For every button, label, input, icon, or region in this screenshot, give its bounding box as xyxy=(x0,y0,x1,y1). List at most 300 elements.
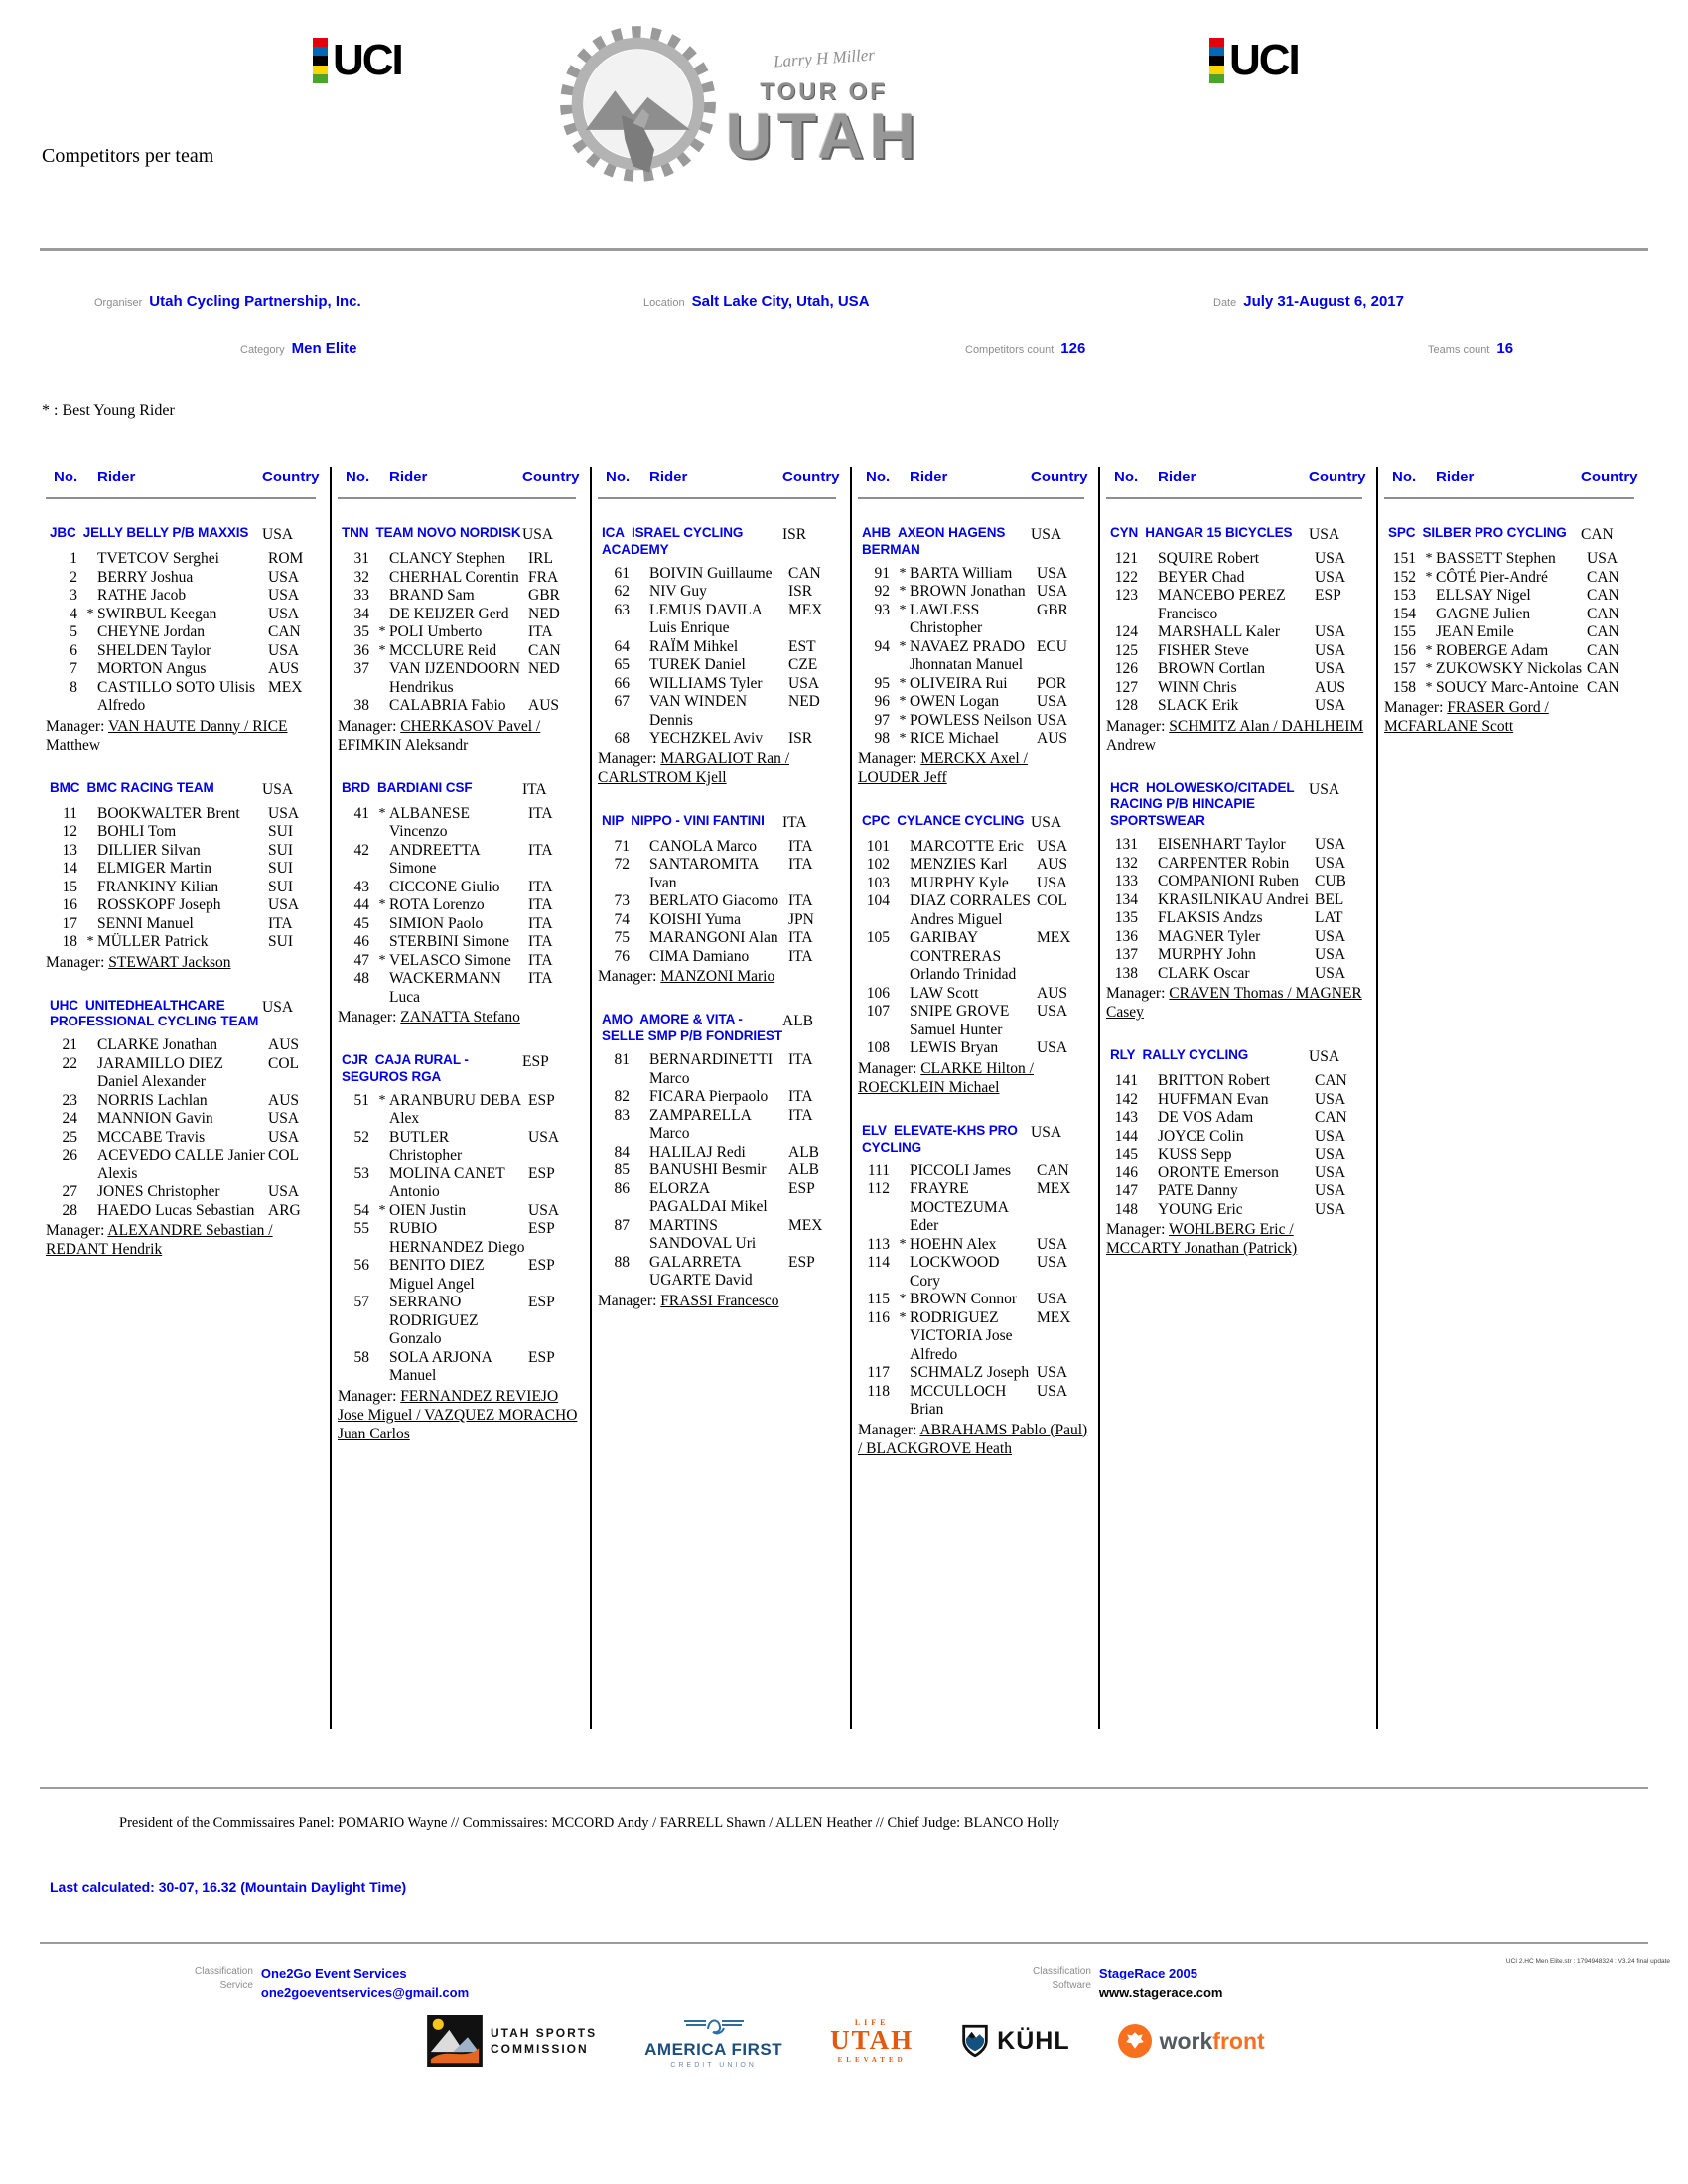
rider-country: POR xyxy=(1037,674,1067,692)
rider-country: EST xyxy=(788,637,816,655)
manager-line: Manager: CHERKASOV Pavel / EFIMKIN Aleksandr xyxy=(338,717,541,753)
rider-name: SWIRBUL Keegan xyxy=(97,605,217,622)
rider-row xyxy=(1106,1164,1368,1183)
rider-number: 96 xyxy=(874,693,890,711)
classification-service-label-2: Service xyxy=(219,1980,253,1991)
rider-byr-star: * xyxy=(899,565,907,581)
rider-name: FLAKSIS Andzs xyxy=(1158,909,1263,927)
rider-byr-star xyxy=(1144,623,1158,642)
rider-row xyxy=(598,1088,842,1107)
rider-number: 121 xyxy=(1114,550,1138,567)
rider-country: MEX xyxy=(1037,1180,1071,1197)
rider-row xyxy=(46,1092,322,1111)
rider-country: ESP xyxy=(788,1253,815,1271)
team-country: ESP xyxy=(522,1053,549,1070)
rider-byr-star xyxy=(635,1088,649,1107)
sponsor-logos xyxy=(427,2013,1265,2069)
rider-country: CAN xyxy=(1037,1161,1069,1179)
manager-line: Manager: FRASER Gord / MCFARLANE Scott xyxy=(1384,699,1549,735)
team-block xyxy=(598,525,842,787)
rider-country: NED xyxy=(788,693,820,711)
team-header xyxy=(858,525,1090,559)
rider-number: 31 xyxy=(353,550,369,567)
rider-row xyxy=(1384,679,1640,698)
rider-number: 158 xyxy=(1392,678,1416,696)
rider-number: 62 xyxy=(614,583,630,601)
rider-name: CHEYNE Jordan xyxy=(97,623,206,640)
rider-number: 73 xyxy=(614,892,630,910)
rider-byr-star xyxy=(1144,891,1158,910)
rider-number: 95 xyxy=(874,674,890,692)
rider-country: USA xyxy=(788,674,820,692)
team-country: ITA xyxy=(522,780,547,798)
rider-country: CAN xyxy=(1587,623,1619,640)
rider-row xyxy=(1106,660,1368,679)
rider-row xyxy=(598,638,842,657)
workfront-text-front: front xyxy=(1212,2027,1265,2054)
utah-sports-text-1: UTAH SPORTS xyxy=(491,2025,598,2040)
team-name: CYN HANGAR 15 BICYCLES xyxy=(1110,525,1293,540)
rider-row xyxy=(338,952,582,971)
rider-name: FRAYRE MOCTEZUMA Eder xyxy=(910,1180,1009,1234)
rider-number: 85 xyxy=(614,1161,630,1178)
team-header xyxy=(598,1012,842,1045)
rider-name: BROWN Connor xyxy=(910,1291,1018,1307)
rider-byr-star xyxy=(1144,1201,1158,1220)
rider-name: OLIVEIRA Rui xyxy=(910,674,1008,692)
rider-row xyxy=(338,550,582,569)
rider-country: ALB xyxy=(788,1143,819,1160)
rider-row xyxy=(858,1180,1090,1236)
rider-row xyxy=(46,805,322,824)
rider-number: 24 xyxy=(62,1110,77,1128)
rider-row xyxy=(1384,550,1640,569)
rider-name: LAWLESS Christopher xyxy=(910,601,983,637)
last-calculated: Last calculated: 30-07, 16.32 (Mountain Daylight Time) xyxy=(50,1879,407,1895)
rider-name: VAN WINDEN Dennis xyxy=(649,693,748,729)
rider-byr-star xyxy=(635,656,649,675)
date-row xyxy=(1213,293,1404,310)
team-block xyxy=(858,813,1090,1097)
rider-country: ITA xyxy=(528,841,553,859)
rider-number: 65 xyxy=(614,656,630,674)
rider-row xyxy=(338,915,582,934)
rider-byr-star xyxy=(896,1162,910,1181)
rider-byr-star xyxy=(83,569,97,588)
header-no: No. xyxy=(54,469,78,485)
header-country: Country xyxy=(522,469,580,485)
rider-number: 7 xyxy=(70,660,77,677)
manager-line: Manager: MARGALIOT Ran / CARLSTROM Kjell xyxy=(598,750,790,786)
header-no: No. xyxy=(866,469,891,485)
rider-country: CUB xyxy=(1315,873,1346,890)
header-no: No. xyxy=(1114,469,1139,485)
rider-row xyxy=(598,1161,842,1180)
team-country: USA xyxy=(1031,813,1062,831)
rider-number: 155 xyxy=(1392,623,1416,640)
rider-row xyxy=(338,1349,582,1386)
rider-country: ECU xyxy=(1037,637,1067,655)
rider-name: MAGNER Tyler xyxy=(1158,927,1261,945)
rider-row xyxy=(858,856,1090,875)
rider-country: SUI xyxy=(268,860,293,877)
rider-number: 142 xyxy=(1114,1090,1138,1108)
rider-country: USA xyxy=(1315,1182,1346,1200)
rider-country: COL xyxy=(268,1054,299,1072)
rider-country: USA xyxy=(1037,583,1068,601)
rider-byr-star xyxy=(375,1294,389,1349)
rider-number: 84 xyxy=(614,1143,630,1160)
rider-name: PICCOLI James xyxy=(910,1161,1012,1179)
rider-row xyxy=(338,642,582,661)
rider-number: 118 xyxy=(867,1382,890,1400)
rider-country: CZE xyxy=(788,656,818,674)
rider-number: 87 xyxy=(614,1216,630,1234)
rider-byr-star xyxy=(375,697,389,716)
team-name: CPC CYLANCE CYCLING xyxy=(862,812,1025,828)
rider-byr-star: * xyxy=(899,1236,907,1252)
rider-country: ESP xyxy=(1315,587,1341,604)
rider-country: AUS xyxy=(268,1091,300,1109)
rider-row xyxy=(338,1092,582,1129)
rider-byr-star xyxy=(1144,587,1158,623)
rider-name: ARANBURU DEBA Alex xyxy=(389,1091,521,1128)
rider-row xyxy=(1106,1072,1368,1091)
rider-name: SQUIRE Robert xyxy=(1158,550,1260,567)
rider-byr-star xyxy=(83,896,97,915)
utah-sports-text-2: COMMISSION xyxy=(491,2042,589,2056)
rider-byr-star: * xyxy=(899,712,907,728)
rider-byr-star xyxy=(375,915,389,934)
rider-row xyxy=(1106,928,1368,947)
rider-byr-star: * xyxy=(899,1292,907,1306)
rider-name: SANTAROMITA Ivan xyxy=(649,856,759,891)
rider-country: LAT xyxy=(1315,909,1343,927)
manager-line: Manager: MERCKX Axel / LOUDER Jeff xyxy=(858,750,1028,786)
column-header xyxy=(338,467,580,499)
team-code: TNN xyxy=(342,525,369,540)
rider-name: MCCLURE Reid xyxy=(389,641,497,659)
rider-number: 108 xyxy=(866,1039,890,1057)
header-country: Country xyxy=(1031,469,1088,485)
rider-name: MURPHY John xyxy=(1158,946,1256,964)
rider-row xyxy=(338,1257,582,1294)
rider-row xyxy=(46,623,322,642)
manager-line: Manager: VAN HAUTE Danny / RICE Matthew xyxy=(46,717,288,753)
rider-name: SHELDEN Taylor xyxy=(97,641,211,659)
rider-country: CAN xyxy=(1587,587,1619,604)
rider-row xyxy=(1106,909,1368,928)
competitors-count-row xyxy=(965,341,1085,357)
rider-country: ITA xyxy=(788,947,813,965)
rider-number: 136 xyxy=(1114,927,1138,945)
team-country: CAN xyxy=(1581,526,1614,543)
rider-country: USA xyxy=(1037,1364,1068,1381)
uci-wordmark: UCI xyxy=(333,36,402,84)
rider-country: JPN xyxy=(788,910,814,928)
manager-name: FERNANDEZ REVIEJO Jose Miguel / VAZQUEZ MORACHO Juan Carlos xyxy=(338,1387,578,1442)
team-country: ITA xyxy=(782,813,807,831)
rider-country: USA xyxy=(1315,623,1346,640)
rider-row xyxy=(338,879,582,897)
rider-row xyxy=(858,638,1090,675)
rider-number: 143 xyxy=(1114,1109,1138,1127)
rider-byr-star xyxy=(1144,697,1158,716)
rider-byr-star: * xyxy=(86,934,94,949)
rider-number: 153 xyxy=(1392,587,1416,604)
rider-number: 102 xyxy=(866,856,890,874)
rider-country: USA xyxy=(1037,837,1068,855)
rider-row xyxy=(338,896,582,915)
rider-byr-star xyxy=(375,879,389,897)
rider-number: 152 xyxy=(1392,568,1416,586)
rider-name: FISHER Steve xyxy=(1158,641,1249,659)
team-country: USA xyxy=(1309,1048,1340,1066)
rider-byr-star xyxy=(1144,1146,1158,1164)
team-block xyxy=(46,780,322,972)
rider-country: SUI xyxy=(268,841,293,859)
rider-byr-star: * xyxy=(378,1092,386,1108)
rider-country: AUS xyxy=(268,1036,300,1054)
rider-byr-star xyxy=(635,1180,649,1217)
rider-number: 4 xyxy=(70,605,77,622)
rider-number: 105 xyxy=(866,929,890,947)
rider-country: USA xyxy=(1315,568,1346,586)
rider-country: SUI xyxy=(268,933,293,950)
rider-byr-star: * xyxy=(899,731,907,747)
rider-country: USA xyxy=(1315,1090,1346,1108)
rider-name: GALARRETA UGARTE David xyxy=(649,1253,753,1289)
manager-line: Manager: WOHLBERG Eric / MCCARTY Jonathan (Patrick) xyxy=(1106,1221,1298,1258)
rider-row xyxy=(46,915,322,934)
rider-byr-star xyxy=(375,606,389,624)
rider-country: USA xyxy=(1315,1146,1346,1163)
manager-line: Manager: CRAVEN Thomas / MAGNER Casey xyxy=(1106,985,1362,1022)
rider-number: 5 xyxy=(70,623,77,640)
teams-table xyxy=(40,467,1648,1729)
team-block xyxy=(1106,1047,1368,1258)
rider-row xyxy=(598,929,842,948)
rider-row xyxy=(46,1183,322,1202)
classification-software-block xyxy=(1033,1964,1222,2003)
rider-name: BENITO DIEZ Miguel Angel xyxy=(389,1257,485,1293)
team-header xyxy=(598,525,842,559)
column-header xyxy=(858,467,1088,499)
rider-number: 101 xyxy=(866,837,890,855)
team-header xyxy=(46,525,322,544)
team-block xyxy=(46,525,322,754)
team-name: UHC UNITEDHEALTHCARE PROFESSIONAL CYCLING TEAM xyxy=(50,997,259,1029)
team-code: SPC xyxy=(1388,525,1416,540)
rider-byr-star xyxy=(83,879,97,897)
rider-name: RUBIO HERNANDEZ Diego xyxy=(389,1220,525,1256)
rider-number: 148 xyxy=(1114,1200,1138,1218)
rider-row xyxy=(858,1039,1090,1058)
team-header xyxy=(1106,1047,1368,1066)
rider-country: ITA xyxy=(788,856,813,874)
rider-number: 146 xyxy=(1114,1163,1138,1181)
rider-name: BROWN Cortlan xyxy=(1158,660,1266,677)
rider-number: 137 xyxy=(1114,946,1138,964)
rider-byr-star xyxy=(83,1183,97,1202)
rider-byr-star xyxy=(635,565,649,584)
rider-row xyxy=(46,1110,322,1129)
rider-name: BERNARDINETTI Marco xyxy=(649,1051,773,1087)
manager-name: VAN HAUTE Danny / RICE Matthew xyxy=(46,717,288,753)
rider-number: 71 xyxy=(614,837,630,855)
rider-number: 61 xyxy=(614,564,630,582)
classification-service-email: one2goeventservices@gmail.com xyxy=(260,1985,470,2001)
rider-country: ARG xyxy=(268,1201,301,1219)
rider-row xyxy=(598,730,842,749)
rider-byr-star xyxy=(635,911,649,930)
rider-name: BOHLI Tom xyxy=(97,823,177,840)
rider-byr-star: * xyxy=(378,1202,386,1218)
rider-row xyxy=(1106,550,1368,569)
team-block xyxy=(598,1012,842,1309)
rider-byr-star xyxy=(375,842,389,879)
rider-country: FRA xyxy=(528,568,559,586)
kuhl-shield-icon xyxy=(961,2024,989,2058)
rider-name: KUSS Sepp xyxy=(1158,1146,1232,1163)
utah-sports-commission-icon xyxy=(427,2015,483,2067)
rider-country: MEX xyxy=(788,1216,823,1234)
rider-byr-star xyxy=(635,929,649,948)
rider-row xyxy=(46,550,322,569)
rider-name: NAVAEZ PRADO Jhonnatan Manuel xyxy=(910,637,1026,674)
teams-count-label: Teams count xyxy=(1428,344,1490,356)
rider-country: ITA xyxy=(528,933,553,950)
rider-byr-star xyxy=(1144,679,1158,698)
team-column-2 xyxy=(330,467,590,1729)
rider-row xyxy=(858,1364,1090,1383)
rider-row xyxy=(598,1254,842,1291)
team-name: SPC SILBER PRO CYCLING xyxy=(1388,525,1567,540)
rider-byr-star xyxy=(635,838,649,857)
rider-country: USA xyxy=(1315,1127,1346,1145)
team-name: ICA ISRAEL CYCLING ACADEMY xyxy=(602,525,744,557)
rider-row xyxy=(858,929,1090,985)
team-column-1 xyxy=(40,467,330,1729)
classification-software-url: www.stagerace.com xyxy=(1098,1985,1223,2001)
column-header xyxy=(598,467,840,499)
rider-number: 157 xyxy=(1392,660,1416,677)
team-header xyxy=(46,780,322,799)
rider-row xyxy=(858,565,1090,584)
manager-name: MANZONI Mario xyxy=(660,968,775,986)
rider-byr-star: * xyxy=(1425,661,1433,676)
rider-country: USA xyxy=(528,1201,560,1219)
rider-name: KRASILNIKAU Andrei xyxy=(1158,890,1309,908)
uci-logo-left xyxy=(313,36,402,85)
category-row xyxy=(240,341,357,357)
kuhl-text: KÜHL xyxy=(997,2026,1070,2055)
rider-number: 111 xyxy=(867,1161,890,1179)
rider-name: CANOLA Marco xyxy=(649,837,758,855)
rider-country: ITA xyxy=(788,1106,813,1124)
rider-byr-star xyxy=(1144,946,1158,965)
rider-number: 123 xyxy=(1114,587,1138,604)
rider-row xyxy=(338,1129,582,1165)
rider-byr-star: * xyxy=(378,642,386,658)
manager-name: CHERKASOV Pavel / EFIMKIN Aleksandr xyxy=(338,717,541,753)
rider-name: TVETCOV Serghei xyxy=(97,550,219,567)
manager-name: CRAVEN Thomas / MAGNER Casey xyxy=(1106,985,1362,1022)
rider-byr-star xyxy=(1144,965,1158,984)
best-young-rider-note: * : Best Young Rider xyxy=(42,402,175,419)
rider-country: ROM xyxy=(268,550,304,567)
rider-number: 46 xyxy=(353,933,369,950)
rider-country: COL xyxy=(268,1147,299,1164)
rider-number: 138 xyxy=(1114,964,1138,982)
rider-row xyxy=(598,693,842,730)
rider-number: 58 xyxy=(353,1348,369,1366)
rider-country: NED xyxy=(528,605,560,622)
rider-name: DIAZ CORRALES Andres Miguel xyxy=(910,892,1031,928)
rider-name: HALILAJ Redi xyxy=(649,1143,746,1160)
header-rider: Rider xyxy=(97,469,136,485)
rider-country: ESP xyxy=(528,1164,555,1182)
rider-byr-star: * xyxy=(899,584,907,600)
rider-row xyxy=(338,933,582,952)
rider-name: MOLINA CANET Antonio xyxy=(389,1164,505,1201)
rider-country: ITA xyxy=(268,914,293,932)
uci-wordmark: UCI xyxy=(1229,36,1299,84)
rider-row xyxy=(338,970,582,1007)
rider-name: JOYCE Colin xyxy=(1158,1127,1244,1145)
rider-byr-star xyxy=(375,970,389,1007)
rider-name: FICARA Pierpaolo xyxy=(649,1088,769,1105)
rider-name: TUREK Daniel xyxy=(649,656,746,674)
rider-name: BASSETT Stephen xyxy=(1436,550,1556,567)
rider-number: 3 xyxy=(70,587,77,604)
rider-country: CAN xyxy=(1315,1072,1347,1090)
rider-row xyxy=(1384,587,1640,606)
rider-name: EISENHART Taylor xyxy=(1158,836,1286,854)
rider-number: 43 xyxy=(353,878,369,895)
rider-number: 18 xyxy=(62,933,77,950)
rider-country: AUS xyxy=(1037,730,1068,748)
team-header xyxy=(1106,525,1368,544)
rider-country: NED xyxy=(528,660,560,677)
rider-name: JARAMILLO DIEZ Daniel Alexander xyxy=(97,1054,223,1091)
rider-byr-star: * xyxy=(1425,569,1433,585)
rider-name: CLARK Oscar xyxy=(1158,964,1250,982)
rider-country: USA xyxy=(1315,1163,1346,1181)
rider-name: MARSHALL Kaler xyxy=(1158,623,1280,640)
rider-row xyxy=(1106,1109,1368,1128)
rider-row xyxy=(338,623,582,642)
rider-row xyxy=(598,1107,842,1144)
elevated-text: ELEVATED xyxy=(837,2056,907,2064)
rider-name: MARCOTTE Eric xyxy=(910,837,1024,855)
rider-byr-star xyxy=(896,892,910,929)
rider-number: 81 xyxy=(614,1051,630,1068)
header-country: Country xyxy=(1309,469,1366,485)
rider-byr-star xyxy=(896,856,910,875)
rider-name: SIMION Paolo xyxy=(389,914,484,932)
team-block xyxy=(1384,525,1640,736)
rider-row xyxy=(1106,855,1368,874)
rider-byr-star xyxy=(375,550,389,569)
team-code: HCR xyxy=(1110,779,1139,795)
team-header xyxy=(858,813,1090,832)
rider-number: 1 xyxy=(70,550,77,567)
rider-country: USA xyxy=(268,641,300,659)
rider-number: 132 xyxy=(1114,854,1138,872)
team-code: AMO xyxy=(602,1012,633,1027)
team-name: RLY RALLY CYCLING xyxy=(1110,1047,1249,1063)
